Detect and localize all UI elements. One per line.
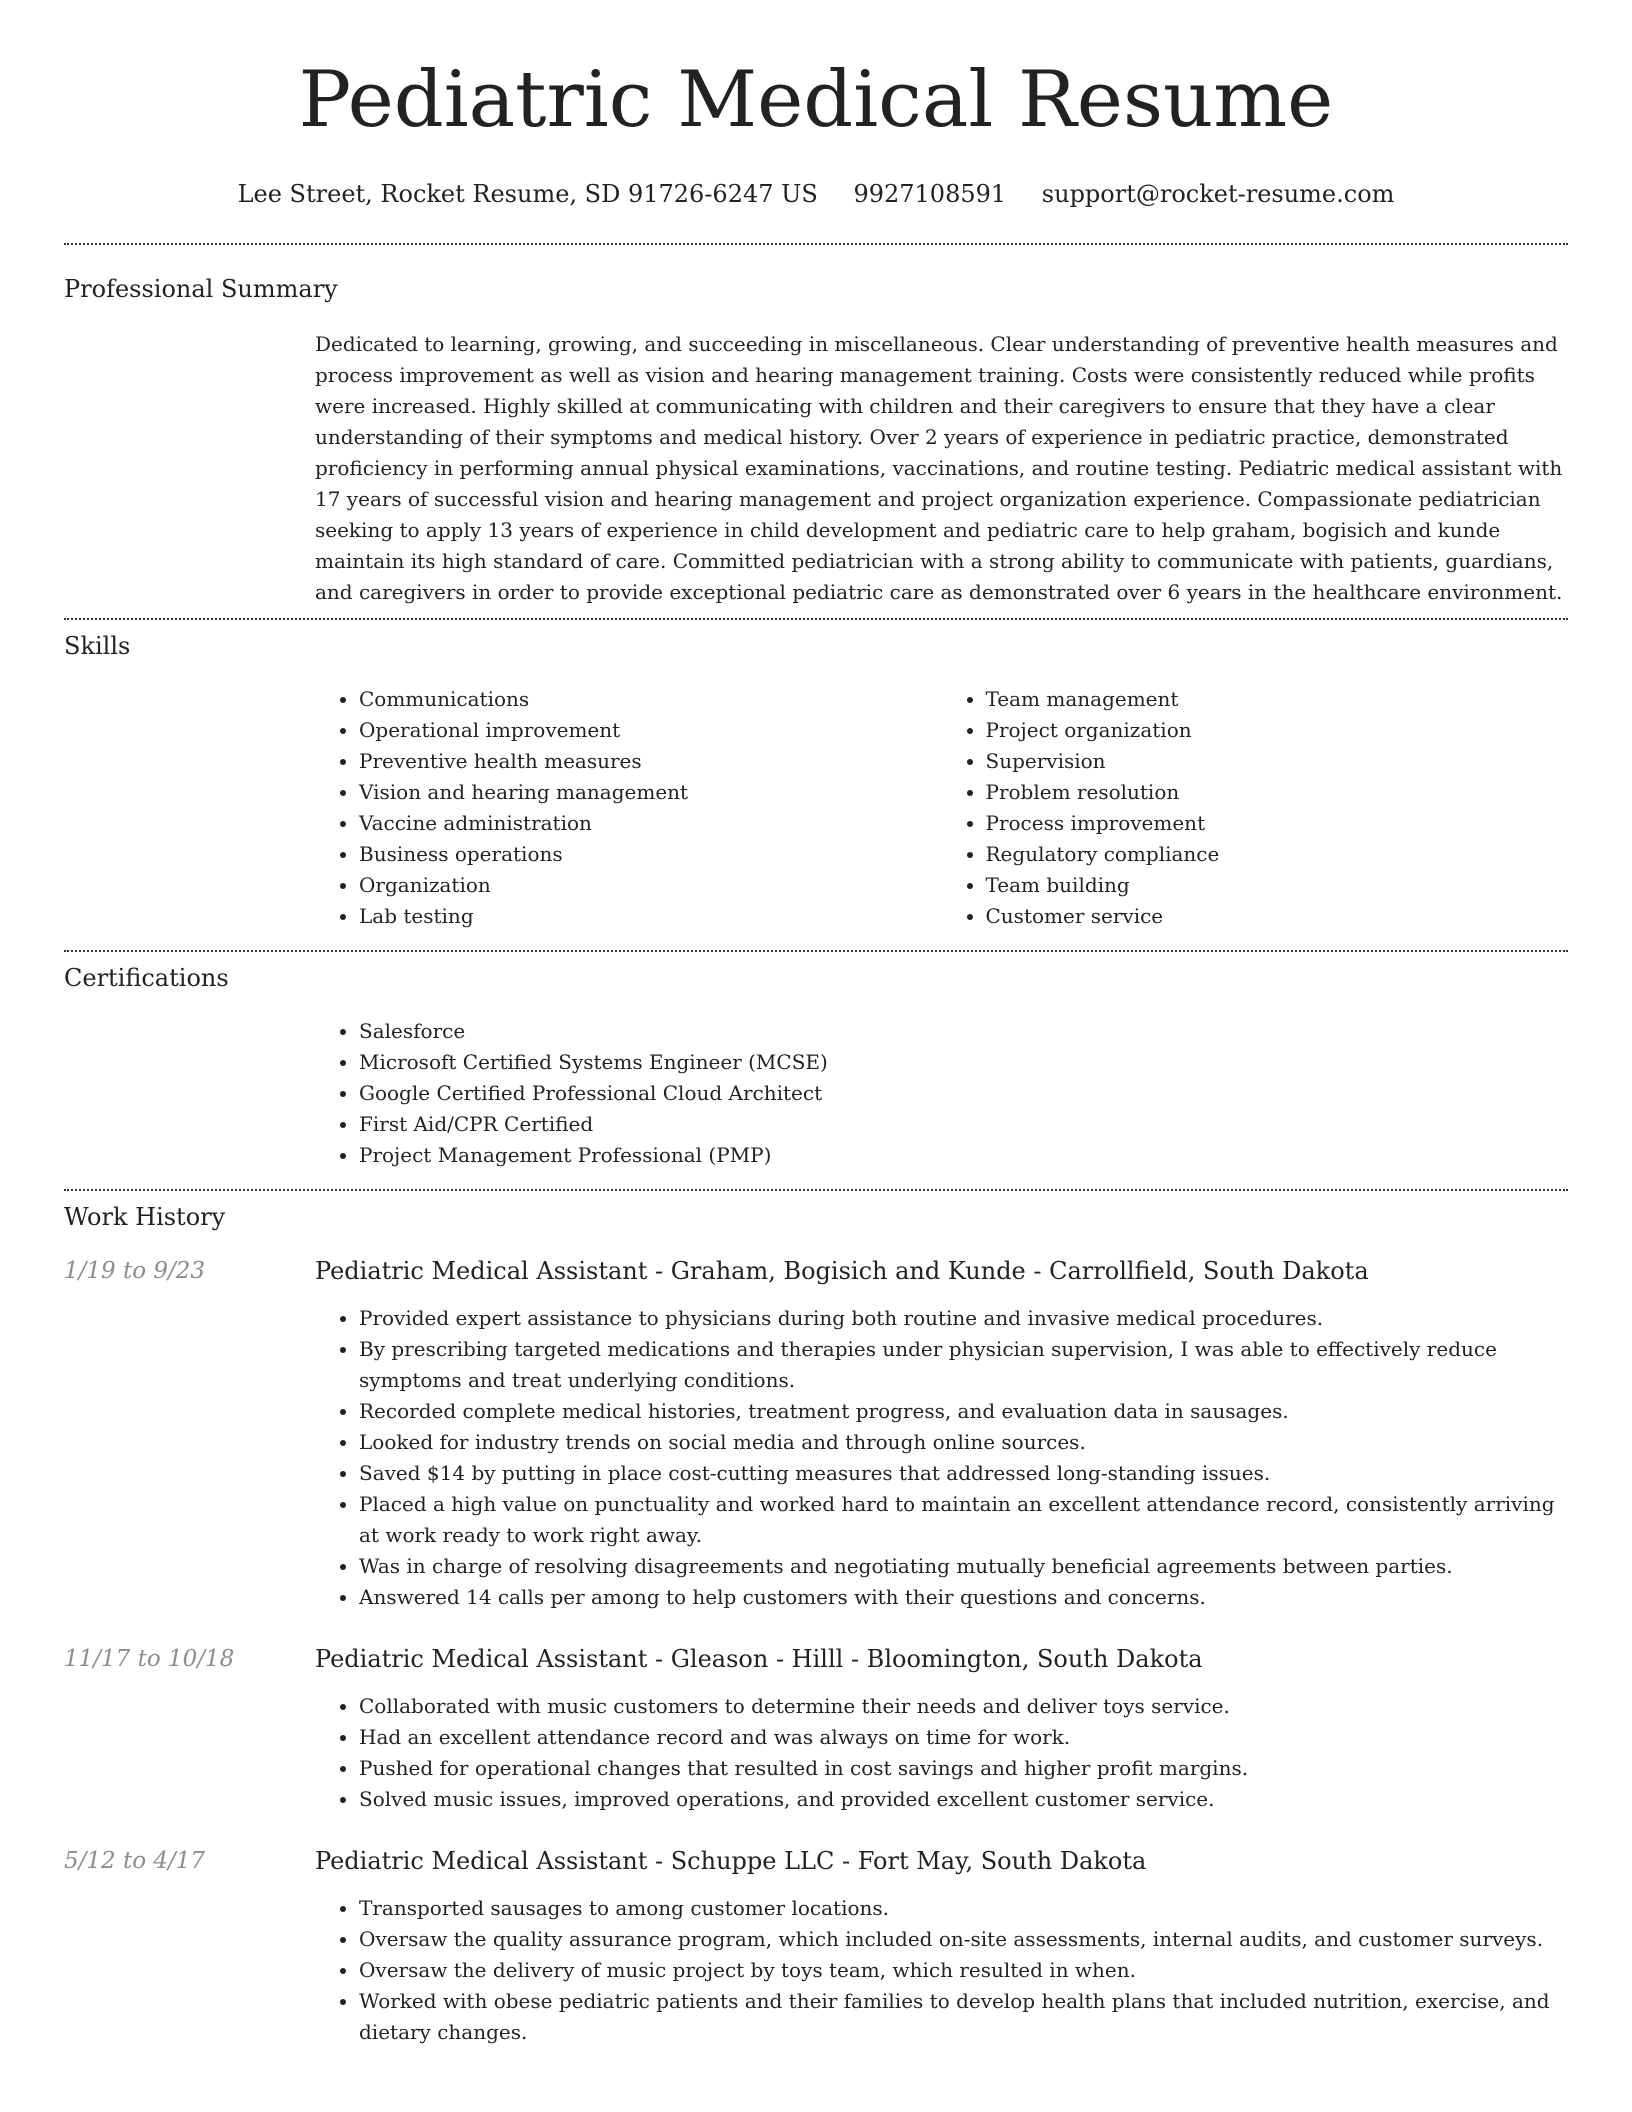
skill-item: • Supervision [986, 746, 1569, 777]
job-bullets [315, 1303, 1568, 1613]
job-bullet: • Oversaw the delivery of music project by toys team, which resulted in when. [359, 1955, 1568, 1986]
contact-line [0, 180, 1632, 208]
resume-header [0, 0, 1632, 208]
skill-item: • Regulatory compliance [986, 839, 1569, 870]
job-bullet: • Worked with obese pediatric patients and their families to develop health plans that included nutrition, exercise, and dietary changes. [359, 1986, 1568, 2048]
skill-item: • Organization [359, 870, 942, 901]
job-bullets [315, 1893, 1568, 2048]
skill-item: • Operational improvement [359, 715, 942, 746]
job-entry [64, 1255, 1568, 1613]
skill-item: • Process improvement [986, 808, 1569, 839]
job-bullet: • Transported sausages to among customer locations. [359, 1893, 1568, 1924]
skill-item: • Team building [986, 870, 1569, 901]
job-header [64, 1845, 1568, 1877]
skills-columns [315, 684, 1568, 932]
certifications-section [0, 952, 1632, 1171]
skills-heading: Skills [64, 632, 131, 660]
skill-item: • Preventive health measures [359, 746, 942, 777]
summary-text: Dedicated to learning, growing, and succeeding in miscellaneous. Clear understanding of preventive health measures and process improvement as well as vision and hearing management training. Costs were consistently reduced while profits were increased. Highly skilled at communicating with children and their caregivers to ensure that they have a clear understanding of their symptoms and medical history. Over 2 years of experience in pediatric practice, demonstrated proficiency in performing annual physical examinations, vaccinations, and routine testing. Pediatric medical assistant with 17 years of successful vision and hearing management and project organization experience. Compassionate pediatrician seeking to apply 13 years of experience in child development and pediatric care to help graham, bogisich and kunde maintain its high standard of care. Committed pediatrician with a strong ability to communicate with patients, guardians, and caregivers in order to provide exceptional pediatric care as demonstrated over 6 years in the healthcare environment. [315, 332, 1563, 604]
contact-email: support@rocket-resume.com [1041, 180, 1395, 208]
job-entry [64, 1643, 1568, 1815]
job-entry [64, 1845, 1568, 2048]
summary-section [0, 245, 1632, 608]
certification-item: • Project Management Professional (PMP) [359, 1140, 1568, 1171]
skill-item: • Business operations [359, 839, 942, 870]
certification-item: • Microsoft Certified Systems Engineer (MCSE) [359, 1047, 1568, 1078]
skill-item: • Vision and hearing management [359, 777, 942, 808]
job-header [64, 1643, 1568, 1675]
contact-phone: 9927108591 [853, 180, 1007, 208]
job-bullet: • Oversaw the quality assurance program, which included on-site assessments, internal audits, and customer surveys. [359, 1924, 1568, 1955]
job-dates: 11/17 to 10/18 [64, 1646, 235, 1672]
job-title: Pediatric Medical Assistant - Gleason - Hilll - Bloomington, South Dakota [315, 1645, 1203, 1673]
job-title: Pediatric Medical Assistant - Schuppe LLC - Fort May, South Dakota [315, 1847, 1147, 1875]
work-heading: Work History [64, 1203, 226, 1231]
job-title: Pediatric Medical Assistant - Graham, Bogisich and Kunde - Carrollfield, South Dakota [315, 1257, 1369, 1285]
job-bullet: • Placed a high value on punctuality and worked hard to maintain an excellent attendance record, consistently arriving at work ready to work right away. [359, 1489, 1568, 1551]
job-bullet: • Solved music issues, improved operations, and provided excellent customer service. [359, 1784, 1568, 1815]
skill-item: • Lab testing [359, 901, 942, 932]
job-bullet: • By prescribing targeted medications and therapies under physician supervision, I was able to effectively reduce symptoms and treat underlying conditions. [359, 1334, 1568, 1396]
job-bullet: • Had an excellent attendance record and was always on time for work. [359, 1722, 1568, 1753]
job-bullet: • Saved $14 by putting in place cost-cutting measures that addressed long-standing issues. [359, 1458, 1568, 1489]
certification-item: • Google Certified Professional Cloud Architect [359, 1078, 1568, 1109]
certifications-list [315, 1016, 1568, 1171]
job-bullet: • Was in charge of resolving disagreements and negotiating mutually beneficial agreements between parties. [359, 1551, 1568, 1582]
job-bullet: • Looked for industry trends on social media and through online sources. [359, 1427, 1568, 1458]
skills-list-right [942, 684, 1569, 932]
skills-section [0, 620, 1632, 932]
resume-title: Pediatric Medical Resume [298, 55, 1334, 145]
job-bullet: • Provided expert assistance to physicians during both routine and invasive medical procedures. [359, 1303, 1568, 1334]
skill-item: • Customer service [986, 901, 1569, 932]
certification-item: • First Aid/CPR Certified [359, 1109, 1568, 1140]
job-bullet: • Recorded complete medical histories, treatment progress, and evaluation data in sausages. [359, 1396, 1568, 1427]
job-bullet: • Answered 14 calls per among to help customers with their questions and concerns. [359, 1582, 1568, 1613]
job-bullets [315, 1691, 1568, 1815]
certifications-heading: Certifications [64, 964, 229, 992]
skills-list-left [315, 684, 942, 932]
job-dates: 1/19 to 9/23 [64, 1258, 206, 1284]
work-section [0, 1191, 1632, 2048]
skill-item: • Vaccine administration [359, 808, 942, 839]
skill-item: • Problem resolution [986, 777, 1569, 808]
job-bullet: • Pushed for operational changes that resulted in cost savings and higher profit margins. [359, 1753, 1568, 1784]
certification-item: • Salesforce [359, 1016, 1568, 1047]
skill-item: • Team management [986, 684, 1569, 715]
summary-heading: Professional Summary [64, 275, 338, 303]
contact-address: Lee Street, Rocket Resume, SD 91726-6247 US [237, 180, 818, 208]
skill-item: • Project organization [986, 715, 1569, 746]
skill-item: • Communications [359, 684, 942, 715]
job-bullet: • Collaborated with music customers to determine their needs and deliver toys service. [359, 1691, 1568, 1722]
job-dates: 5/12 to 4/17 [64, 1848, 206, 1874]
job-header [64, 1255, 1568, 1287]
